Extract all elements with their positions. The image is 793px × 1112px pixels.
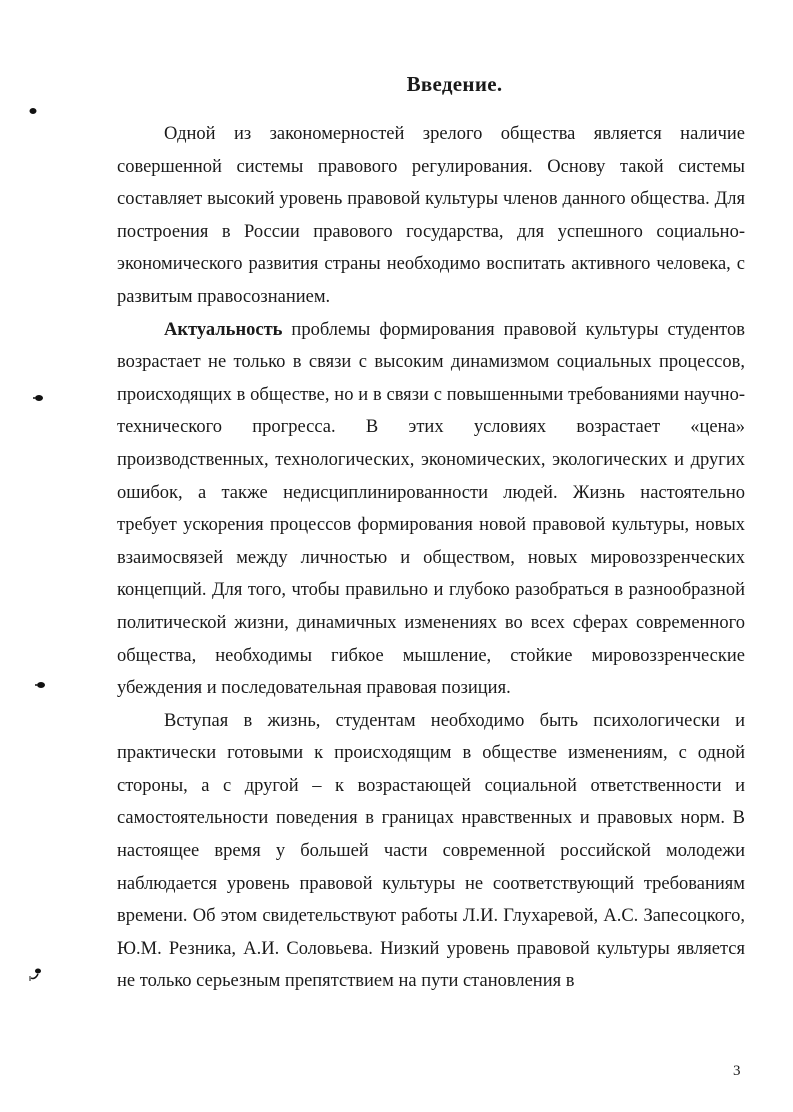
paragraph-2-text: проблемы формирования правовой культуры студентов возрастает не только в связи с высоким динамизмом социальных процессов, происходящих в обществе, но и в связи с повышенными требованиями научно-технического прогресса. В этих условиях возрастает «цена» производственных, технологических, экономических, экологических и других ошибок, а также недисциплинированности людей. Жизнь настоятельно требует ускорения процессов формирования новой правовой культуры, новых взаимосвязей между личностью и обществом, новых мировоззренческих концепций. Для того, чтобы правильно и глубоко разобраться в разнообразной политической жизни, динамичных изменениях во всех сферах современного общества, необходимы гибкое мышление, стойкие мировоззренческие убеждения и последовательная правовая позиция. <box>117 319 745 699</box>
paragraph-2-keyword: Актуальность <box>164 319 283 340</box>
scan-speck-icon <box>28 107 38 115</box>
scan-speck-icon <box>32 394 42 402</box>
page-title: Введение. <box>406 72 503 96</box>
page-number: 3 <box>733 1063 741 1079</box>
paragraph-3 <box>117 705 745 998</box>
paragraph-2 <box>117 314 745 705</box>
document-body <box>117 118 745 998</box>
scan-speck-icon <box>34 681 44 689</box>
scan-speck-icon <box>28 966 42 982</box>
paragraph-3-text: Вступая в жизнь, студентам необходимо быть психологически и практически готовыми к происходящим в обществе изменениям, с одной стороны, а с другой – к возрастающей социальной ответственности и самостоятельности поведения в границах нравственных и правовых норм. В настоящее время у большей части современной российской молодежи наблюдается уровень правовой культуры не соответствующий требованиям времени. Об этом свидетельствуют работы Л.И. Глухаревой, А.С. Запесоцкого, Ю.М. Резника, А.И. Соловьева. Низкий уровень правовой культуры является не только серьезным препятствием на пути становления в <box>117 710 745 992</box>
paragraph-1 <box>117 118 745 314</box>
paragraph-1-text: Одной из закономерностей зрелого общества является наличие совершенной системы правового регулирования. Основу такой системы составляет высокий уровень правовой культуры членов данного общества. Для построения в России правового государства, для успешного социально-экономического развития страны необходимо воспитать активного человека, с развитым правосознанием. <box>117 124 745 307</box>
